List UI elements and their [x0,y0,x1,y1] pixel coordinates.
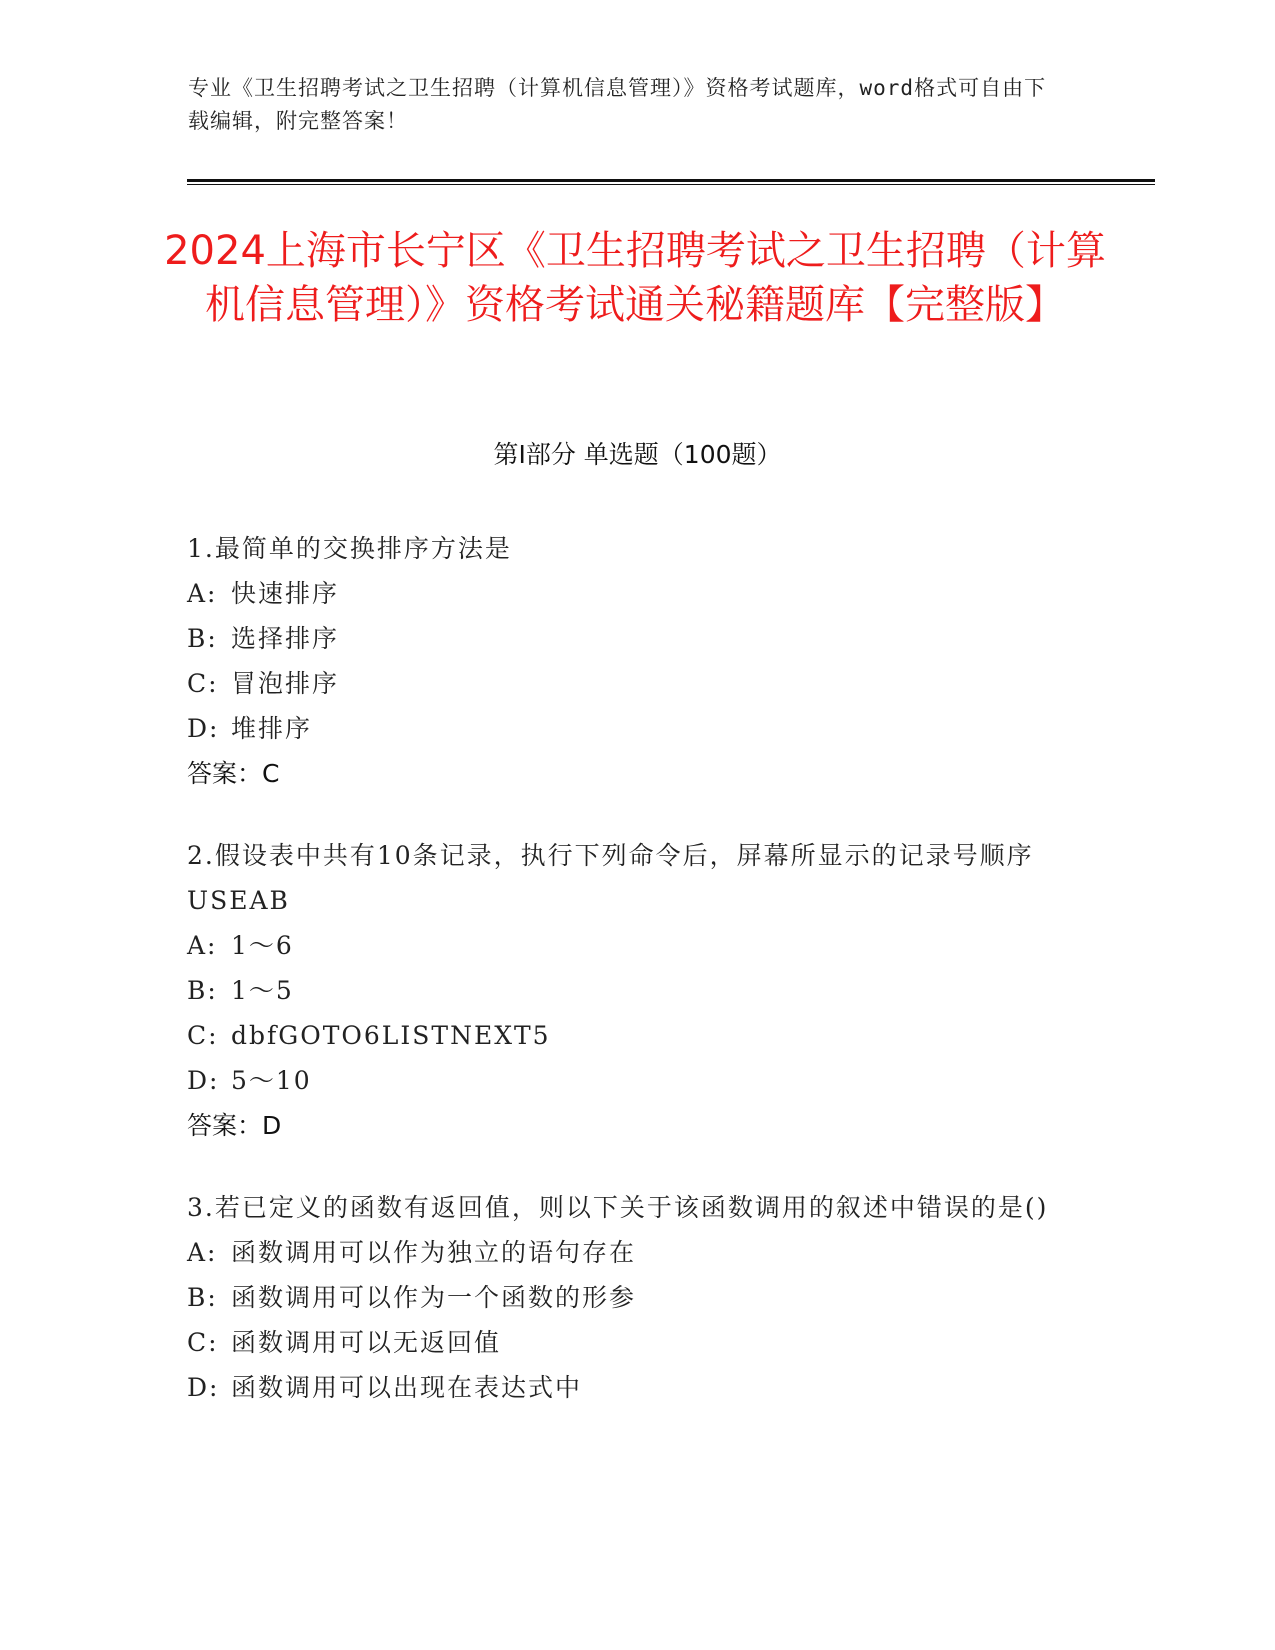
option-letter: D: [187,1373,220,1402]
option-letter: B: [187,1283,218,1312]
option-b [187,616,1087,661]
option-text: 堆排序 [231,714,313,743]
option-text: 5～10 [231,1066,312,1095]
question-item [187,833,1087,1148]
option-letter: B: [187,624,218,653]
option-letter: A: [187,931,218,960]
header-rule-thin [187,184,1155,185]
answer-line: 答案：C [187,759,280,788]
question-stem: 1.最简单的交换排序方法是 [187,534,512,563]
document-title: 2024上海市长宁区《卫生招聘考试之卫生招聘（计算机信息管理）》资格考试通关秘籍题库【完整版】 [164,228,1106,328]
option-c [187,1013,1087,1058]
option-text: 1～5 [231,976,294,1005]
option-b [187,1275,1087,1320]
option-d [187,1058,1087,1103]
question-list [187,526,1087,1447]
option-text: 冒泡排序 [231,669,340,698]
option-letter: C: [187,1021,219,1050]
section-title: 第Ⅰ部分 单选题（100题） [493,440,782,469]
option-c [187,1320,1087,1365]
option-text: 1～6 [231,931,294,960]
option-text: 快速排序 [231,579,340,608]
option-a [187,923,1087,968]
option-letter: B: [187,976,218,1005]
option-letter: C: [187,669,219,698]
option-letter: D: [187,1066,220,1095]
option-d [187,706,1087,751]
option-text: 函数调用可以作为一个函数的形参 [231,1283,637,1312]
option-c [187,661,1087,706]
option-text: 函数调用可以出现在表达式中 [231,1373,583,1402]
question-stem: 3.若已定义的函数有返回值，则以下关于该函数调用的叙述中错误的是() [187,1193,1049,1222]
option-d [187,1365,1087,1410]
option-letter: D: [187,714,220,743]
question-stem: 2.假设表中共有10条记录，执行下列命令后，屏幕所显示的记录号顺序USEAB [187,841,1034,915]
option-a [187,571,1087,616]
option-text: dbfGOTO6LISTNEXT5 [231,1021,551,1050]
option-letter: A: [187,1238,218,1267]
option-text: 函数调用可以无返回值 [231,1328,502,1357]
header-rule-thick [187,179,1155,182]
option-a [187,1230,1087,1275]
header-note: 专业《卫生招聘考试之卫生招聘（计算机信息管理）》资格考试题库，word格式可自由下载编辑，附完整答案！ [188,76,1047,133]
question-item [187,1185,1087,1410]
option-text: 选择排序 [231,624,340,653]
answer-line: 答案：D [187,1111,282,1140]
option-text: 函数调用可以作为独立的语句存在 [231,1238,637,1267]
question-item [187,526,1087,796]
option-letter: C: [187,1328,219,1357]
option-b [187,968,1087,1013]
option-letter: A: [187,579,218,608]
